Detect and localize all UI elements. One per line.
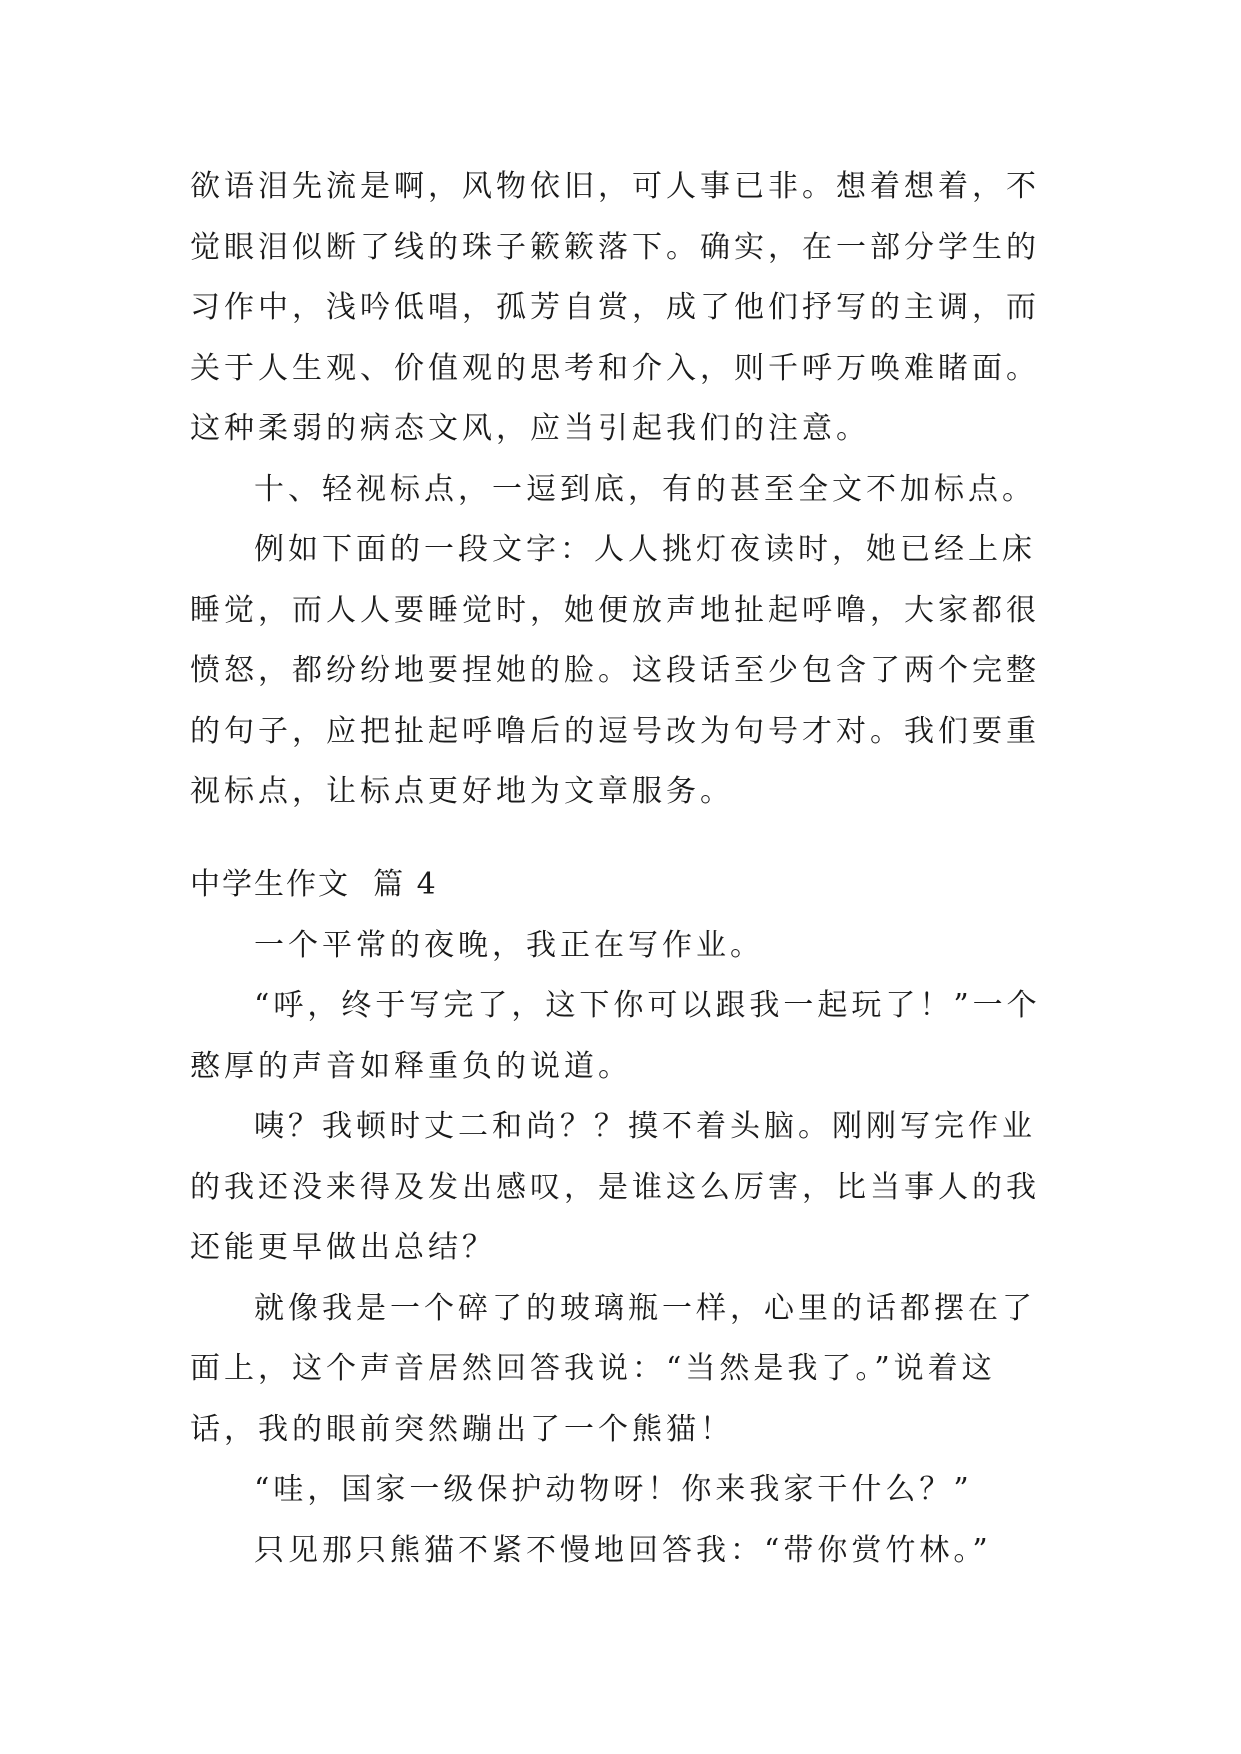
essay-continuation (190, 157, 1050, 823)
paragraph: 欲语泪先流是啊，风物依旧，可人事已非。想着想着，不觉眼泪似断了线的珠子簌簌落下。确实，在一部分学生的习作中，浅吟低唱，孤芳自赏，成了他们抒写的主调，而关于人生观、价值观的思考和介入，则千呼万唤难睹面。这种柔弱的病态文风，应当引起我们的注意。 (190, 169, 1040, 446)
essay-section-4 (190, 855, 1050, 1581)
paragraph: 十、轻视标点，一逗到底，有的甚至全文不加标点。 (254, 471, 1036, 507)
paragraph: 咦？我顿时丈二和尚？？摸不着头脑。刚刚写完作业的我还没来得及发出感叹，是谁这么厉害，比当事人的我还能更早做出总结？ (190, 1109, 1040, 1265)
paragraph: 只见那只熊猫不紧不慢地回答我：“带你赏竹林。” (254, 1532, 992, 1568)
paragraph: 例如下面的一段文字：人人挑灯夜读时，她已经上床睡觉，而人人要睡觉时，她便放声地扯起呼噜，大家都很愤怒，都纷纷地要捏她的脸。这段话至少包含了两个完整的句子，应把扯起呼噜后的逗号改为句号才对。我们要重视标点，让标点更好地为文章服务。 (190, 532, 1040, 809)
paragraph: 一个平常的夜晚，我正在写作业。 (254, 927, 764, 963)
paragraph: “呼，终于写完了，这下你可以跟我一起玩了！”一个憨厚的声音如释重负的说道。 (190, 988, 1041, 1084)
paragraph: 就像我是一个碎了的玻璃瓶一样，心里的话都摆在了面上，这个声音居然回答我说：“当然是我了。”说着这话，我的眼前突然蹦出了一个熊猫！ (190, 1290, 1036, 1447)
paragraph: “哇，国家一级保护动物呀！你来我家干什么？” (254, 1472, 973, 1507)
section-heading: 中学生作文 篇 4 (190, 867, 438, 902)
